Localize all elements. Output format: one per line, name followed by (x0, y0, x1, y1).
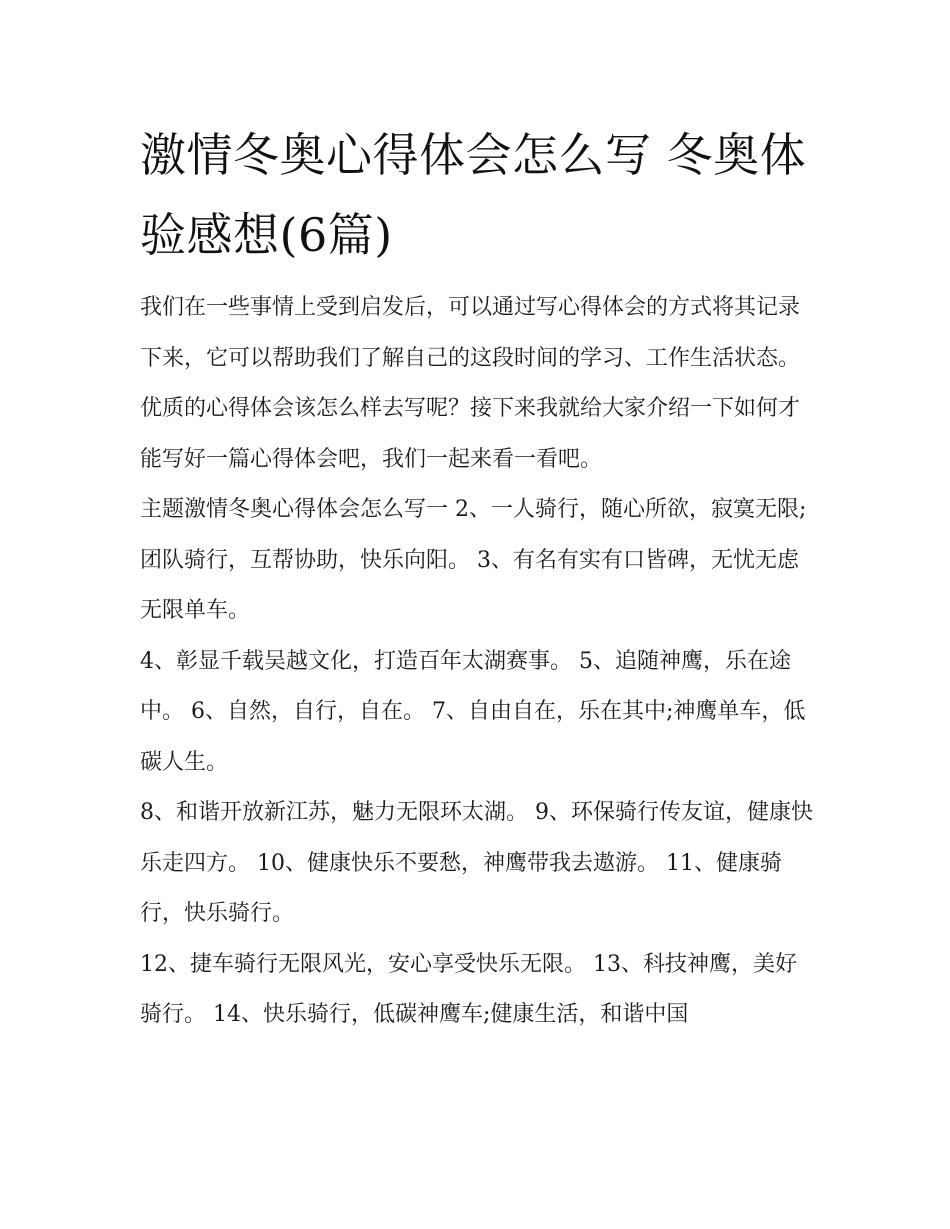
paragraph: 主题激情冬奥心得体会怎么写一 2、一人骑行，随心所欲，寂寞无限;团队骑行，互帮协助，快乐向阳。 3、有名有实有口皆碑，无忧无虑无限单车。 (140, 497, 807, 623)
document-title: 激情冬奥心得体会怎么写 冬奥体验感想(6篇) (140, 128, 807, 262)
paragraph: 12、捷车骑行无限风光，安心享受快乐无限。 13、科技神鹰，美好骑行。 14、快乐骑行，低碳神鹰车;健康生活，和谐中国 (140, 951, 797, 1027)
paragraph-intro: 我们在一些事情上受到启发后，可以通过写心得体会的方式将其记录下来，它可以帮助我们了解自己的这段时间的学习、工作生活状态。优质的心得体会该怎么样去写呢？接下来我就给大家介绍一下如何才能写好一篇心得体会吧，我们一起来看一看吧。 (140, 295, 801, 472)
document-page (140, 115, 815, 1041)
paragraph: 4、彰显千载吴越文化，打造百年太湖赛事。 5、追随神鹰，乐在途中。 6、自然，自行，自在。 7、自由自在，乐在其中;神鹰单车，低碳人生。 (140, 648, 806, 775)
paragraph: 8、和谐开放新江苏，魅力无限环太湖。 9、环保骑行传友谊，健康快乐走四方。 10、健康快乐不要愁，神鹰带我去遨游。 11、健康骑行，快乐骑行。 (140, 800, 813, 926)
